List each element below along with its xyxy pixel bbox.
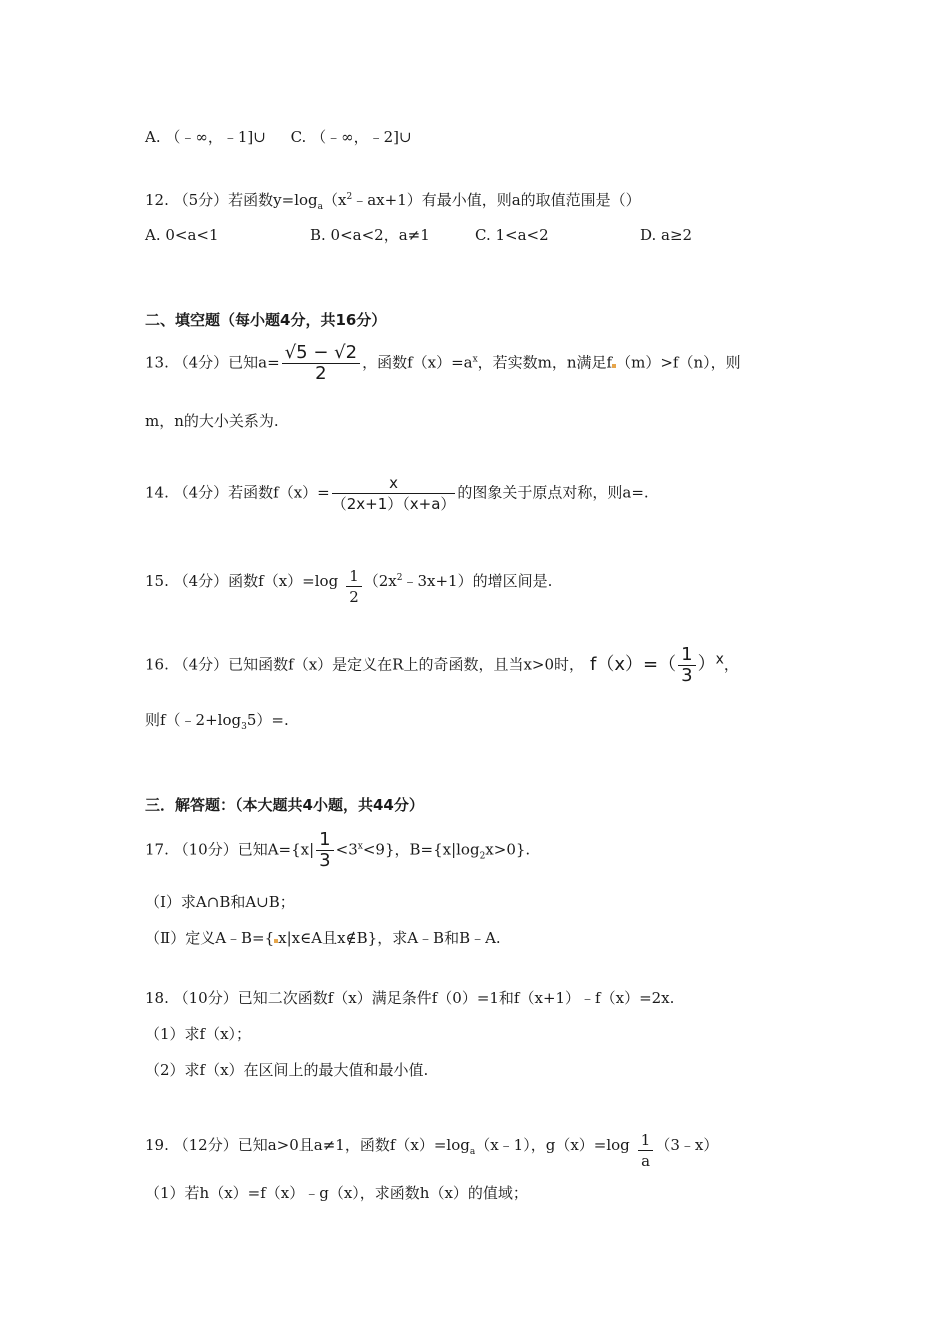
q11-options bbox=[145, 127, 412, 147]
q13-stem: 13. （4分）已知a= $\frac{√5 - √2}{2}$ ，函数$f(x)=a^x$，若实数m，n满足f （m）>f（n），则 bbox=[145, 342, 741, 384]
q14-stem: 14. （4分）若函数f（x）= $\frac{x}{(2x+1)(x+a)}$ 的图象关于原点对称，则a=. bbox=[145, 474, 649, 513]
q19-log-base: $\frac{1}{a}$ bbox=[638, 1130, 654, 1171]
q13-fraction: $\frac{√5 - √2}{2}$ bbox=[282, 343, 360, 384]
q12-option-c: C. 1<a<2 bbox=[475, 226, 549, 244]
q13-line2: m，n的大小关系为. bbox=[145, 412, 279, 430]
q12-option-b: B. 0<a<2，a≠1 bbox=[310, 226, 430, 244]
q16-fraction: $\frac{1}{3}$ bbox=[678, 645, 695, 686]
q15-log-base: $\frac{1}{2}$ bbox=[346, 566, 362, 607]
q12-option-a: A. 0<a<1 bbox=[145, 226, 219, 244]
q14-fraction: $\frac{x}{(2x+1)(x+a)}$ bbox=[331, 474, 456, 513]
q12-option-d: D. a≥2 bbox=[640, 226, 693, 244]
section-3-title: 三．解答题：（本大题共4小题，共44分） bbox=[145, 796, 424, 814]
q16-line2: 则$f(﹣2+\log_35)=$. bbox=[145, 711, 289, 732]
q15-stem: 15. （4分）函数f（x）=log $\frac{1}{2}$ $(2x^2﹣3x+1)$的增区间是. bbox=[145, 567, 553, 606]
q16-stem: 16. （4分）已知函数f（x）是定义在R上的奇函数，且当x>0时， f（x）=（ $\frac{1}{3}$ ）x， bbox=[145, 644, 739, 686]
q19-stem: 19. （12分）已知a>0且a≠1，函数$f(x)=\log_a(x﹣1)$，g（x）=log $\frac{1}{a}$ （3﹣x） bbox=[145, 1131, 719, 1170]
q11-option-a: A. （﹣∞，﹣1]∪ bbox=[145, 128, 266, 146]
q17-fraction: $\frac{1}{3}$ bbox=[316, 830, 333, 871]
q17-part2: （Ⅱ）定义A﹣B={ x|x∈A且x∉B}，求A﹣B和B﹣A. bbox=[145, 929, 501, 947]
q11-option-c: C. （﹣∞，﹣2]∪ bbox=[290, 128, 412, 146]
q18-part1: （1）求f（x）； bbox=[145, 1025, 252, 1043]
q17-stem: 17. （10分）已知A={x| $\frac{1}{3}$ $<3^x<9$}，$B=\{x|\log_2x>0\}$. bbox=[145, 829, 531, 871]
q12-stem: 12. （5分）若函数$y=\log_a(x^2﹣ax+1)$有最小值，则a的取值范围是（） bbox=[145, 191, 641, 212]
q17-part1: （Ⅰ）求A∩B和A∪B； bbox=[145, 893, 295, 911]
q18-part2: （2）求f（x）在区间上的最大值和最小值. bbox=[145, 1061, 429, 1079]
q18-stem: 18. （10分）已知二次函数f（x）满足条件f（0）=1和f（x+1）﹣f（x）=2x. bbox=[145, 989, 675, 1007]
q19-part1: （1）若h（x）=f（x）﹣g（x），求函数h（x）的值域； bbox=[145, 1184, 528, 1202]
section-2-title: 二、填空题（每小题4分，共16分） bbox=[145, 311, 387, 329]
